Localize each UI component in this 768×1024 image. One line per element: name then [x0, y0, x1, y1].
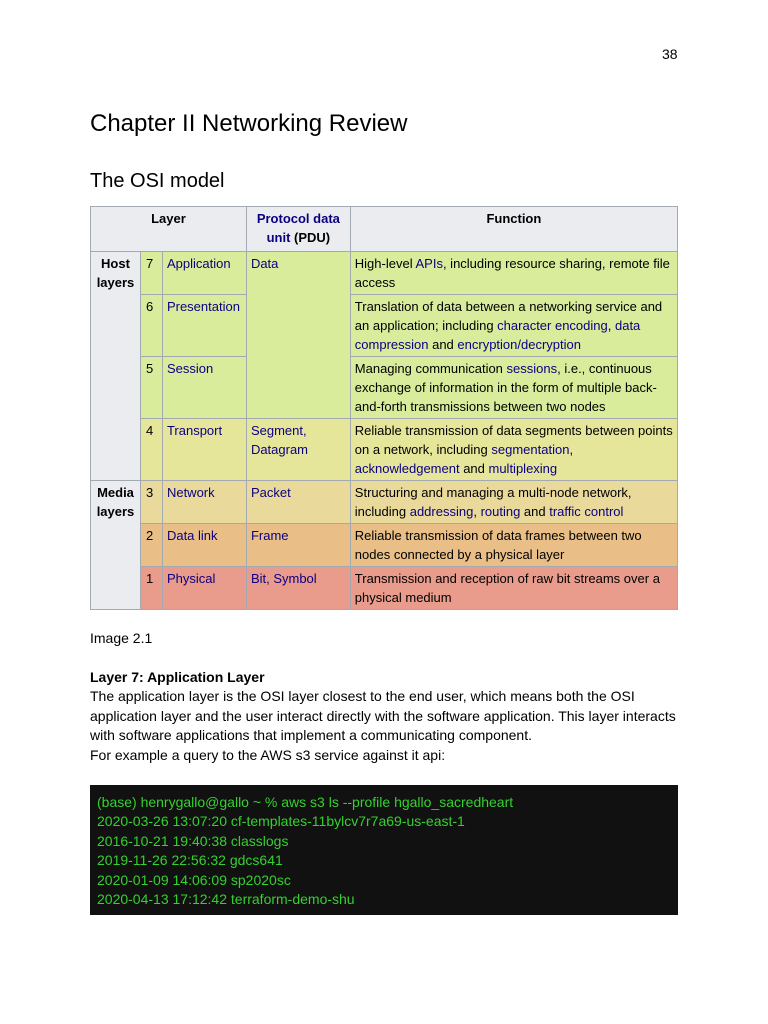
function-text: Managing communication	[354, 361, 507, 376]
function-cell	[350, 419, 677, 481]
header-function: Function	[350, 207, 677, 252]
function-text: Reliable transmission of data segments between points on a network, including	[354, 423, 673, 457]
image-caption: Image 2.1	[90, 630, 153, 646]
function-link[interactable]: encryption/decryption	[457, 337, 581, 352]
pdu-frame	[246, 524, 350, 567]
terminal-line: (base) henrygallo@gallo ~ % aws s3 ls --profile hgallo_sacredheart	[97, 794, 514, 810]
function-text: , including resource sharing, remote file access	[354, 256, 670, 290]
function-cell	[350, 357, 677, 419]
layer-number: 5	[140, 357, 162, 419]
layer-number: 1	[140, 567, 162, 610]
table-row-layer-6	[91, 295, 678, 357]
layer-name-transport	[162, 419, 246, 481]
function-text: Structuring and managing a multi-node network, including	[354, 485, 632, 519]
function-cell	[350, 567, 677, 610]
layer-number: 2	[140, 524, 162, 567]
example-intro: For example a query to the AWS s3 service against it api:	[90, 746, 446, 763]
header-layer: Layer	[91, 207, 247, 252]
terminal-line: 2020-01-09 14:06:09 sp2020sc	[97, 871, 291, 888]
layer-link[interactable]: Presentation	[166, 299, 240, 314]
function-link[interactable]: data compression	[354, 318, 641, 352]
layer-link[interactable]: Physical	[166, 571, 216, 586]
layer7-paragraph: The application layer is the OSI layer closest to the end user, which means both the OSI application layer and the user interact directly with the software application. This layer interacts with software applications that implement a communicating component.	[90, 688, 676, 743]
terminal-line: 2019-11-26 22:56:32 gdcs641	[97, 852, 283, 869]
layer-number: 6	[140, 295, 162, 357]
function-text: and	[428, 337, 458, 352]
function-link[interactable]: character encoding	[497, 318, 608, 333]
table-row-layer-5	[91, 357, 678, 419]
function-text: and	[520, 504, 550, 519]
layer-link[interactable]: Transport	[166, 423, 223, 438]
layer-link[interactable]: Data link	[166, 528, 218, 543]
function-text: Translation of data between a networking service and an application; including	[354, 299, 663, 333]
function-cell	[350, 524, 677, 567]
function-link[interactable]: segmentation	[491, 442, 570, 457]
table-row-layer-1	[91, 567, 678, 610]
layer-name-application	[162, 252, 246, 295]
function-text: ,	[607, 318, 615, 333]
function-text: High-level	[354, 256, 416, 271]
function-text: Reliable transmission of data frames between two nodes connected by a physical layer	[354, 528, 642, 562]
pdu-value-link[interactable]: Segment, Datagram	[250, 423, 309, 457]
layer-name-data-link	[162, 524, 246, 567]
group-host-layers: Host layers	[91, 252, 141, 481]
function-link[interactable]: sessions	[506, 361, 558, 376]
function-link[interactable]: acknowledgement	[354, 461, 460, 476]
function-text: ,	[473, 504, 481, 519]
function-cell	[350, 481, 677, 524]
function-link[interactable]: traffic control	[549, 504, 624, 519]
layer-number: 7	[140, 252, 162, 295]
layer-link[interactable]: Application	[166, 256, 231, 271]
layer-number: 4	[140, 419, 162, 481]
layer-name-presentation	[162, 295, 246, 357]
pdu-value-link[interactable]: Packet	[250, 485, 291, 500]
function-cell	[350, 252, 677, 295]
function-text: , i.e., continuous exchange of information in the form of multiple back-and-forth transmissions between two nodes	[354, 361, 657, 414]
pdu-value-link[interactable]: Bit, Symbol	[250, 571, 317, 586]
pdu-segment-datagram	[246, 419, 350, 481]
terminal-line: 2016-10-21 19:40:38 classlogs	[97, 832, 289, 849]
function-text: and	[459, 461, 489, 476]
terminal-output	[90, 785, 678, 915]
osi-model-table	[90, 206, 678, 610]
terminal-line: 2020-04-13 17:12:42 terraform-demo-shu	[97, 891, 355, 908]
section-title: The OSI model	[90, 170, 225, 192]
table-row-layer-2	[91, 524, 678, 567]
layer-link[interactable]: Session	[166, 361, 214, 376]
pdu-link[interactable]: Protocol data unit	[256, 211, 340, 245]
pdu-value-link[interactable]: Frame	[250, 528, 289, 543]
pdu-bit-symbol	[246, 567, 350, 610]
terminal-line: 2020-03-26 13:07:20 cf-templates-11bylcv7r7a69-us-east-1	[97, 813, 465, 830]
pdu-value-link[interactable]: Data	[250, 256, 279, 271]
function-link[interactable]: routing	[480, 504, 521, 519]
pdu-data	[246, 252, 350, 419]
table-row-layer-3	[91, 481, 678, 524]
chapter-title: Chapter II Networking Review	[90, 110, 408, 137]
layer7-body	[90, 687, 690, 765]
pdu-abbr: (PDU)	[290, 230, 331, 245]
layer-name-session	[162, 357, 246, 419]
layer-number: 3	[140, 481, 162, 524]
layer-name-physical	[162, 567, 246, 610]
function-cell	[350, 295, 677, 357]
group-media-layers: Media layers	[91, 481, 141, 610]
table-row-layer-4	[91, 419, 678, 481]
function-link[interactable]: addressing	[409, 504, 474, 519]
layer-name-network	[162, 481, 246, 524]
function-link[interactable]: APIs	[415, 256, 443, 271]
table-header-row	[91, 207, 678, 252]
pdu-packet	[246, 481, 350, 524]
function-text: ,	[569, 442, 574, 457]
function-text: Transmission and reception of raw bit streams over a physical medium	[354, 571, 660, 605]
layer-link[interactable]: Network	[166, 485, 215, 500]
header-pdu	[246, 207, 350, 252]
layer7-heading: Layer 7: Application Layer	[90, 669, 265, 685]
page-number: 38	[662, 46, 678, 62]
table-row-layer-7	[91, 252, 678, 295]
function-link[interactable]: multiplexing	[488, 461, 558, 476]
